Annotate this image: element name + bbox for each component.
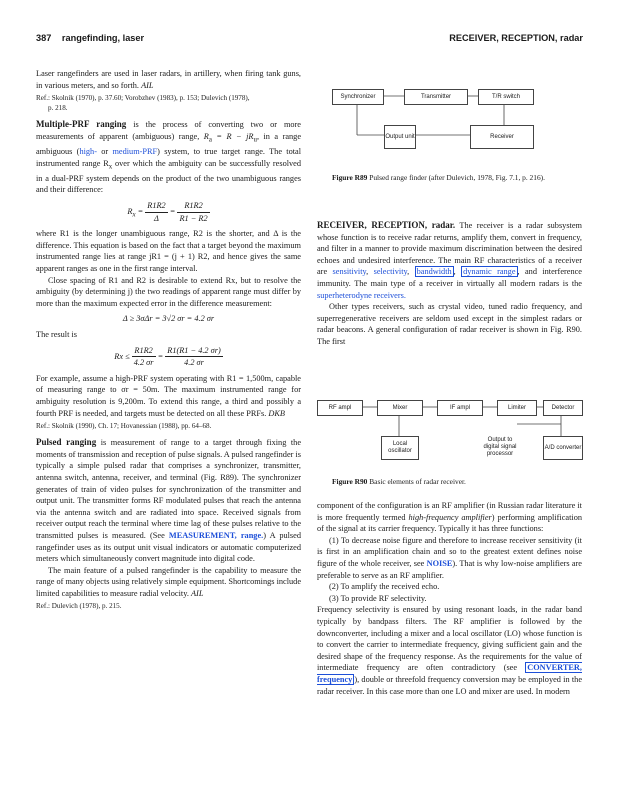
block-mixer: Mixer bbox=[377, 400, 423, 416]
link-dynamic-range[interactable]: dynamic range bbox=[463, 267, 516, 277]
equation-delta: Δ ≥ 3σΔr = 3√2 σr = 4.2 σr bbox=[122, 314, 215, 324]
result-label: The result is bbox=[36, 330, 78, 339]
figure-r89-caption: Figure R89 Pulsed range finder (after Dulevich, 1978, Fig. 7.1, p. 216). bbox=[332, 173, 545, 182]
block-local-oscillator: Local oscillator bbox=[381, 436, 419, 460]
rf-amplifier-paragraph: component of the configuration is an RF amplifier (in Russian radar literature it is more frequently termed high-frequency amplifier) performing amplification of the signal at its carrier frequency. Typically it has three functions: bbox=[317, 501, 582, 534]
link-superheterodyne-receivers[interactable]: superheterodyne receivers. bbox=[317, 290, 406, 300]
block-detector: Detector bbox=[543, 400, 583, 416]
link-selectivity[interactable]: selectivity bbox=[373, 267, 408, 277]
block-if-ampl: IF ampl bbox=[437, 400, 483, 416]
right-column-bottom bbox=[317, 500, 582, 697]
term-multiple-prf: Multiple-PRF ranging bbox=[36, 119, 127, 130]
block-output-unit: Output unit bbox=[384, 125, 416, 149]
label-output-dsp: Output to digital signal processor bbox=[483, 430, 517, 464]
link-sensitivity[interactable]: sensitivity bbox=[332, 267, 367, 277]
left-column bbox=[36, 68, 301, 617]
function-3: (3) To provide RF selectivity. bbox=[329, 593, 427, 603]
equation-rx-bound: Rx ≤ $\frac{R1R2}{4.2 \sigma r}$ = $\frac{R1(R1 - 4.2 \sigma r)}{4.2 \sigma r}$ bbox=[114, 345, 221, 368]
link-high-prf[interactable]: high- bbox=[79, 147, 97, 157]
header-left-title: rangefinding, laser bbox=[61, 33, 145, 43]
equation-rx: $R_x$ = $\frac{R1R2}{\Delta}$ = $\frac{R1R2}{R1 - R2}$ bbox=[127, 201, 208, 223]
definition-paragraph: where R1 is the longer unambiguous range, R2 is the shorter, and Δ is the difference. This equation is based on the fact that a target beyond the maximum instrumented range lies at range jR1 = (j + 1) R2, and hence gives the same apparent ranges as one in the first range interval. bbox=[36, 229, 301, 274]
header-right-title: RECEIVER, RECEPTION, radar bbox=[449, 33, 583, 43]
frequency-selectivity-paragraph: Frequency selectivity is ensured by using resonant loads, in the radar band typically by bandpass filters. The RF amplifier is followed by the downconverter, including a mixer and a local oscillator (LO) whose function is to convert the carrier to intermediate frequency, giving sufficient gain and the desired shape of the frequency response. As the requirements for the value of intermediate frequency are often contradictory (see CONVERTER, frequency ), double or threefold frequency conversion may be employed in the radar receiver. In this case more than one LO and mixer are used. In modern bbox=[317, 605, 582, 696]
link-bandwidth[interactable]: bandwidth bbox=[416, 267, 452, 277]
function-2: (2) To amplify the received echo. bbox=[329, 582, 440, 592]
reference-dulevich-1978: Ref.: Dulevich (1978), p. 215. bbox=[36, 602, 122, 611]
block-limiter: Limiter bbox=[497, 400, 537, 416]
example-paragraph: For example, assume a high-PRF system operating with R1 = 1,500m, capable of measuring range to σr = 50m. The maximum instrumented range for ambiguity resolution is 9,200m. To extend this range, a third and possibly a fourth PRF is needed, and targets must be detected on all these PRFs. DKB bbox=[36, 373, 301, 418]
laser-intro-paragraph: Laser rangefinders are used in laser radars, in artillery, when firing tank guns, in various meters, and so forth. AIL bbox=[36, 69, 301, 90]
link-measurement-range[interactable]: MEASUREMENT, range. bbox=[168, 530, 264, 540]
term-receiver: RECEIVER, RECEPTION, radar. bbox=[317, 220, 456, 230]
block-transmitter: Transmitter bbox=[404, 89, 468, 105]
figure-r90-diagram bbox=[317, 400, 582, 470]
pulsed-feature-paragraph: The main feature of a pulsed rangefinder is the capability to measure the range of many objects using relatively simple equipment. Shortcomings include limited capabilities to measure radial velocity. AIL bbox=[36, 565, 301, 598]
link-converter-frequency[interactable]: CONVERTER, frequency bbox=[317, 663, 582, 684]
block-receiver: Receiver bbox=[470, 125, 534, 149]
multiple-prf-paragraph: Multiple-PRF ranging is the process of converting two or more measurements of apparent (ambiguous) range, $R_a = R - jR_u$, in a range ambiguous (high- or medium-PRF) system, to true target range. The total instrumented range $R_x$ over which the ambiguity can be successfully resolved in a dual-PRF system depends on the product of the two unambiguous ranges and their difference: bbox=[36, 119, 302, 195]
reference-skolnik-1970: Ref.: Skolnik (1970), p. 37.60; Vorobzhev (1983), p. 153; Dulevich (1978), p. 218. bbox=[36, 94, 250, 113]
block-synchronizer: Synchronizer bbox=[332, 89, 384, 105]
reference-skolnik-1990: Ref.: Skolnik (1990), Ch. 17; Hovanessian (1988), pp. 64–68. bbox=[36, 422, 212, 431]
figure-r89-diagram bbox=[332, 85, 582, 155]
right-column-top bbox=[317, 220, 582, 348]
block-rf-ampl: RF ampl bbox=[317, 400, 363, 416]
spacing-paragraph: Close spacing of R1 and R2 is desirable to extend Rx, but to resolve the ambiguity (by determining j) the two readings of apparent range must differ by more than the maximum expected error in the difference measurement: bbox=[36, 275, 301, 308]
term-pulsed-ranging: Pulsed ranging bbox=[36, 437, 97, 448]
link-medium-prf[interactable]: medium-PRF bbox=[112, 147, 158, 157]
receiver-types-paragraph: Other types receivers, such as crystal video, tuned radio frequency, and superregenerative receivers are seldom used except in the simplest radars or radar beacons. A general configuration of radar receiver is shown in Fig. R90. The first bbox=[317, 302, 582, 346]
page-number: 387 bbox=[36, 33, 52, 43]
block-tr-switch: T/R switch bbox=[478, 89, 534, 105]
block-ad-converter: A/D converter bbox=[543, 436, 583, 460]
link-noise[interactable]: NOISE bbox=[426, 558, 453, 568]
receiver-entry-paragraph: RECEIVER, RECEPTION, radar. The receiver is a radar subsystem whose function is to receive radar returns, amplify them, convert in frequency, and filter in a manner to provide maximum discrimination between the desired echoes and undesired interference. The main RF characteristics of a receiver are sensitivity, selectivity, bandwidth , dynamic range , and interference immunity. The main type of a receiver in virtually all modern radars is the superheterodyne receivers. bbox=[317, 220, 582, 300]
running-header-left bbox=[36, 33, 144, 43]
function-1: (1) To decrease noise figure and therefore to increase receiver sensitivity (it is first in an amplification chain and so to the greatest extent defines noise figure of the whole receiver, see NOISE). That is why low-noise amplifiers are preferable to serve as an RF amplifier. bbox=[317, 535, 582, 580]
pulsed-ranging-paragraph: Pulsed ranging is measurement of range to a target through fixing the moments of transmission and reception of pulse signals. A pulsed rangefinder is typically a simple pulsed radar that comprises a synchronizer, transmitter, antenna switch, antenna, receiver, and terminal (Fig. R89). The synchronizer generates of train of video pulses for synchronization of the transmitter and output unit. The transmitter forms RF modulated pulses that reach the antenna via the antenna switch and are radiated into space. Received signals from receiver output reach the terminal where time lag of these pulses relative to the transmitted pulses is measured. (See MEASUREMENT, range.) A pulsed rangefinder uses as its output unit visual indicators or automatic computerized meters which simultaneously convert magnitude into digital code. bbox=[36, 437, 301, 564]
figure-r90-caption: Figure R90 Basic elements of radar receiver. bbox=[332, 477, 466, 486]
